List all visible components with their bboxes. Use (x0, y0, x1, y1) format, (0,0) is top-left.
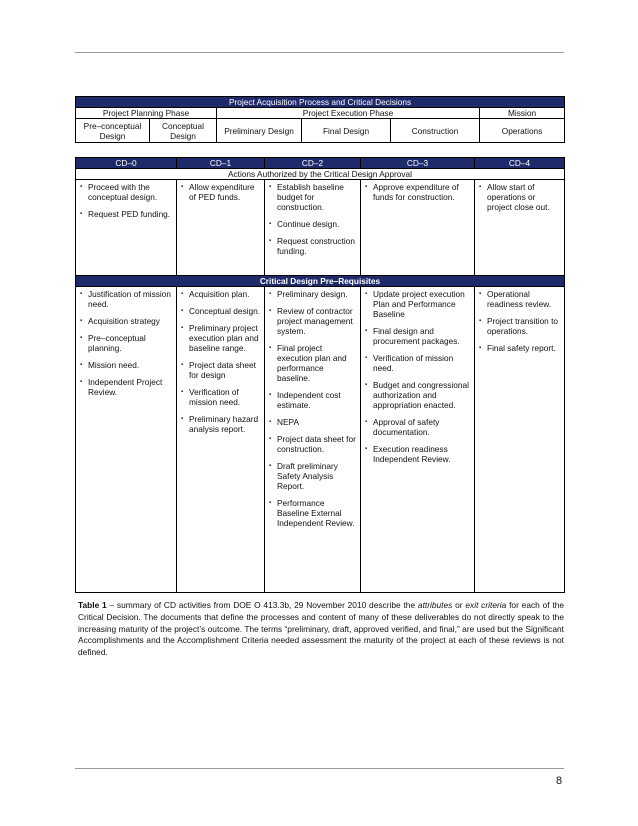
list-item-text: Preliminary hazard analysis report. (189, 414, 259, 434)
caption-text-3: for each of the Critical Decision. The documents that define the processes and content of many of these deliverables do not directly speak to the increasing maturity of the project’s outcome. The terms “preliminary, draft, approved verified, and final,” are used but the Significant Accomplishments and the Accomplishment Criteria needed assessment the maturity of the project at each of these reviews is not defined. (78, 600, 565, 658)
prereq-section-title: Critical Design Pre–Requisites (76, 276, 565, 287)
bullet-icon: ▪ (479, 318, 482, 324)
list-item-text: Allow expenditure of PED funds. (189, 182, 255, 202)
list-item (80, 209, 173, 219)
list-item-text: Pre–conceptual planning. (88, 333, 146, 353)
list-item (479, 343, 561, 353)
bullet-icon: ▪ (365, 328, 368, 334)
header-cd2: CD–2 (265, 158, 361, 169)
list-item (365, 353, 471, 373)
bullet-icon: ▪ (80, 335, 83, 341)
list-item-text: Operational readiness review. (487, 289, 552, 309)
bullet-icon: ▪ (181, 416, 184, 422)
list-item-text: Conceptual design. (189, 306, 261, 316)
bullet-icon: ▪ (365, 382, 368, 388)
prereqs-cd2 (265, 287, 361, 593)
list-item-text: Final design and procurement packages. (373, 326, 460, 346)
list-item (269, 219, 357, 229)
list-item (269, 390, 357, 410)
bullet-icon: ▪ (269, 436, 272, 442)
list-item-text: Approve expenditure of funds for construction. (373, 182, 459, 202)
list-item-text: Project data sheet for construction. (277, 434, 356, 454)
bullet-icon: ▪ (80, 379, 83, 385)
list-item (365, 289, 471, 319)
actions-cd1 (177, 180, 265, 276)
list-item-text: Independent cost estimate. (277, 390, 341, 410)
stage-preliminary-design: Preliminary Design (217, 119, 302, 143)
header-cd4: CD–4 (475, 158, 565, 169)
bullet-icon: ▪ (80, 318, 83, 324)
list-item-text: Preliminary project execution plan and baseline range. (189, 323, 259, 353)
prereqs-cd1 (177, 287, 265, 593)
list-item (80, 377, 173, 397)
bullet-icon: ▪ (269, 308, 272, 314)
bullet-icon: ▪ (80, 211, 83, 217)
bullet-icon: ▪ (269, 463, 272, 469)
caption-label: Table 1 (78, 600, 107, 610)
list-item-text: Request construction funding. (277, 236, 355, 256)
bullet-icon: ▪ (479, 345, 482, 351)
list-item-text: Justification of mission need. (88, 289, 172, 309)
caption-emphasis-attributes: attributes (417, 600, 453, 610)
list-item (269, 343, 357, 383)
list-item-text: Final project execution plan and performance baseline. (277, 343, 347, 383)
actions-cd0 (76, 180, 177, 276)
actions-cd2 (265, 180, 361, 276)
header-cd1: CD–1 (177, 158, 265, 169)
bullet-icon: ▪ (269, 392, 272, 398)
list-item (269, 434, 357, 454)
list-item (479, 182, 561, 212)
bullet-icon: ▪ (181, 291, 184, 297)
stage-final-design: Final Design (302, 119, 391, 143)
bullet-icon: ▪ (365, 355, 368, 361)
list-item (365, 444, 471, 464)
stage-conceptual-design: Conceptual Design (150, 119, 217, 143)
phase-mission: Mission (480, 108, 565, 119)
bullet-icon: ▪ (181, 308, 184, 314)
list-item-text: Performance Baseline External Independent Review. (277, 498, 355, 528)
list-item (80, 316, 173, 326)
prereqs-cd0 (76, 287, 177, 593)
list-item-text: Proceed with the conceptual design. (88, 182, 158, 202)
bullet-icon: ▪ (269, 238, 272, 244)
list-item-text: Preliminary design. (277, 289, 348, 299)
list-item (181, 414, 261, 434)
list-item (269, 289, 357, 299)
list-item-text: Execution readiness Independent Review. (373, 444, 451, 464)
bullet-icon: ▪ (269, 184, 272, 190)
actions-cd4 (475, 180, 565, 276)
bullet-icon: ▪ (80, 184, 83, 190)
bullet-icon: ▪ (181, 362, 184, 368)
caption-text-1: – summary of CD activities from DOE O 413.3b, 29 November 2010 describe the (106, 600, 418, 610)
bullet-icon: ▪ (269, 500, 272, 506)
acquisition-table-title: Project Acquisition Process and Critical Decisions (76, 97, 565, 108)
list-item (479, 316, 561, 336)
bullet-icon: ▪ (269, 221, 272, 227)
list-item (269, 236, 357, 256)
list-item (269, 182, 357, 212)
list-item (269, 461, 357, 491)
list-item (365, 326, 471, 346)
footer-rule (75, 768, 564, 769)
caption-text-2: or (452, 600, 466, 610)
list-item-text: Acquisition plan. (189, 289, 250, 299)
list-item-text: Request PED funding. (88, 209, 171, 219)
bullet-icon: ▪ (181, 325, 184, 331)
bullet-icon: ▪ (365, 446, 368, 452)
list-item (479, 289, 561, 309)
list-item (181, 306, 261, 316)
phase-planning: Project Planning Phase (76, 108, 217, 119)
list-item-text: Verification of mission need. (189, 387, 241, 407)
list-item-text: Mission need. (88, 360, 140, 370)
list-item (269, 498, 357, 528)
prereqs-cd3 (361, 287, 475, 593)
list-item-text: Approval of safety documentation. (373, 417, 440, 437)
header-rule (75, 52, 564, 53)
list-item (269, 417, 357, 427)
header-cd0: CD–0 (76, 158, 177, 169)
page-number: 8 (556, 775, 563, 787)
table-caption (78, 600, 564, 659)
phase-execution: Project Execution Phase (217, 108, 480, 119)
list-item (181, 182, 261, 202)
actions-cd3 (361, 180, 475, 276)
list-item-text: Acquisition strategy (88, 316, 160, 326)
acquisition-process-table (75, 96, 565, 143)
bullet-icon: ▪ (181, 389, 184, 395)
list-item-text: Establish baseline budget for construction. (277, 182, 344, 212)
list-item-text: Continue design. (277, 219, 340, 229)
list-item (80, 360, 173, 370)
bullet-icon: ▪ (479, 184, 482, 190)
list-item (365, 182, 471, 202)
prereqs-cd4 (475, 287, 565, 593)
bullet-icon: ▪ (269, 345, 272, 351)
list-item (181, 289, 261, 299)
critical-decision-table (75, 157, 565, 593)
bullet-icon: ▪ (479, 291, 482, 297)
list-item-text: Project data sheet for design (189, 360, 256, 380)
bullet-icon: ▪ (365, 419, 368, 425)
list-item-text: Budget and congressional authorization and appropriation enacted. (373, 380, 469, 410)
list-item-text: Update project execution Plan and Performance Baseline (373, 289, 465, 319)
bullet-icon: ▪ (80, 291, 83, 297)
list-item-text: Project transition to operations. (487, 316, 559, 336)
bullet-icon: ▪ (181, 184, 184, 190)
stage-construction: Construction (391, 119, 480, 143)
bullet-icon: ▪ (365, 184, 368, 190)
list-item-text: NEPA (277, 417, 299, 427)
stage-operations: Operations (480, 119, 565, 143)
list-item (181, 360, 261, 380)
list-item-text: Draft preliminary Safety Analysis Report. (277, 461, 338, 491)
bullet-icon: ▪ (80, 362, 83, 368)
list-item (80, 333, 173, 353)
list-item-text: Independent Project Review. (88, 377, 163, 397)
actions-section-title: Actions Authorized by the Critical Design Approval (76, 169, 565, 180)
list-item-text: Allow start of operations or project close out. (487, 182, 550, 212)
list-item (269, 306, 357, 336)
bullet-icon: ▪ (269, 291, 272, 297)
list-item-text: Final safety report. (487, 343, 556, 353)
stage-preconceptual-design: Pre–conceptual Design (76, 119, 150, 143)
caption-emphasis-exit-criteria: exit criteria (465, 600, 507, 610)
list-item (365, 417, 471, 437)
list-item-text: Verification of mission need. (373, 353, 454, 373)
bullet-icon: ▪ (269, 419, 272, 425)
bullet-icon: ▪ (365, 291, 368, 297)
list-item (181, 323, 261, 353)
list-item (80, 182, 173, 202)
header-cd3: CD–3 (361, 158, 475, 169)
list-item (80, 289, 173, 309)
list-item (365, 380, 471, 410)
list-item-text: Review of contractor project management system. (277, 306, 353, 336)
list-item (181, 387, 261, 407)
